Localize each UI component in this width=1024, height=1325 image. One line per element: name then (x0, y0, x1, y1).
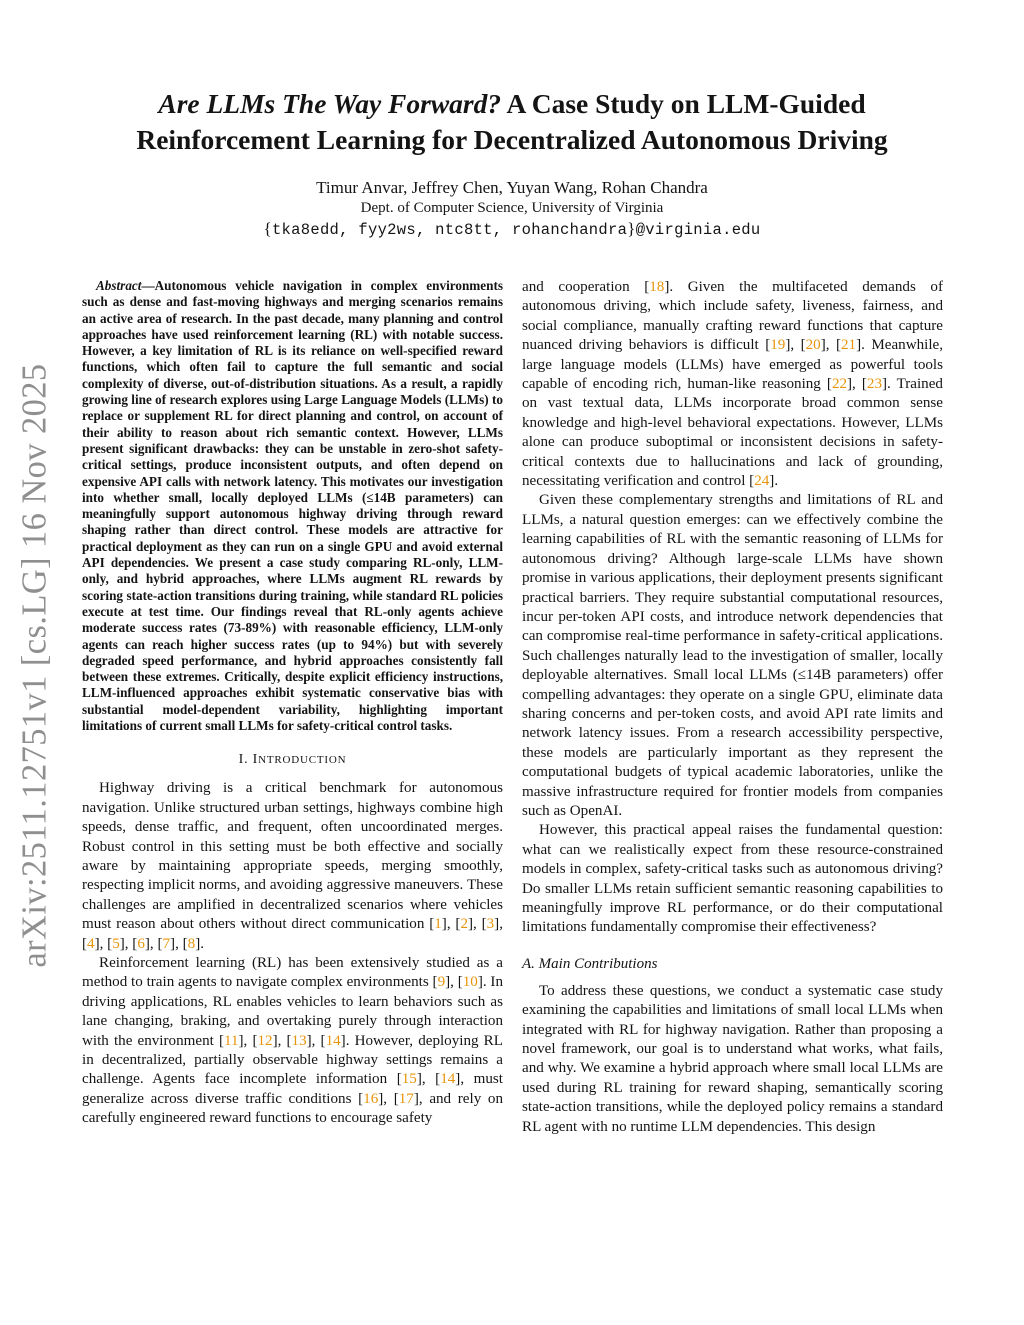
citation-link[interactable]: 7 (162, 935, 171, 952)
email-domain: @virginia.edu (635, 221, 761, 239)
abstract (82, 278, 503, 734)
author-emails (0, 219, 1024, 239)
citation-link[interactable]: 4 (87, 935, 95, 952)
intro-paragraph-4: Given these complementary strengths and limitations of RL and LLMs, a natural question emerges: can we effectively combine the learning capabilities of RL with the semantic reasoning of LLMs for autonomous driving? Although large-scale LLMs have shown promise in various applications, their deployment presents significant practical barriers. They require substantial computational resources, incur per-token API costs, and introduce network dependencies that can compromise real-time performance in safety-critical applications. Such challenges naturally lead to the investigation of smaller, locally deployable alternatives. Small local LLMs (≤14B parameters) offer compelling advantages: they operate on a single GPU, eliminate data sharing concerns and per-token costs, and avoid API rate limits and network latency issues. From a research accessibility perspective, these models are particularly important as they represent the computational budgets of typical academic laboratories, unlike the massive infrastructure required for frontier models from companies such as OpenAI. (522, 492, 943, 819)
citation-link[interactable]: 20 (805, 337, 821, 354)
left-column (82, 278, 503, 1129)
citation-link[interactable]: 8 (187, 935, 196, 952)
citation-link[interactable]: 16 (363, 1090, 379, 1107)
subsection-heading-main-contributions: A. Main Contributions (522, 955, 658, 972)
citation-link[interactable]: 11 (223, 1032, 239, 1049)
email-brace-open: { (263, 219, 272, 238)
citation-link[interactable]: 12 (257, 1032, 273, 1049)
citation-link[interactable]: 2 (460, 916, 468, 933)
citation-link[interactable]: 21 (840, 337, 857, 354)
affiliation: Dept. of Computer Science, University of Virginia (360, 200, 664, 216)
author-list: Timur Anvar, Jeffrey Chen, Yuyan Wang, Rohan Chandra (316, 178, 708, 197)
citation-link[interactable]: 18 (649, 279, 665, 295)
citation-link[interactable]: 22 (831, 376, 848, 393)
title-line-2: Reinforcement Learning for Decentralized Autonomous Driving (136, 124, 888, 155)
abstract-text: —Autonomous vehicle navigation in complex environments such as dense and fast-moving highways and merging scenarios remains an active area of research. In the past decade, many planning and control approaches have used reinforcement learning (RL) with notable success. However, a key limitation of RL is its reliance on well-specified reward functions, which often fail to capture the full semantic and social complexity of diverse, out-of-distribution situations. As a result, a rapidly growing line of research explores using Large Language Models (LLMs) to replace or supplement RL for direct planning and control, on account of their ability to reason about rich semantic context. However, LLMs present significant drawbacks: they can be unstable in zero-shot safety-critical settings, produce inconsistent outputs, and often depend on expensive API calls with network latency. This motivates our investigation into whether small, locally deployed LLMs (≤14B parameters) can meaningfully support autonomous highway driving through reward shaping rather than direct control. These models are attractive for practical deployment as they can run on a single GPU and avoid external API dependencies. We present a case study comparing RL-only, LLM-only, and hybrid approaches, where LLMs augment RL rewards by scoring state-action transitions during training, while standard RL policies execute at test time. Our findings reveal that RL-only agents achieve moderate success rates (73-89%) with reasonable efficiency, LLM-only agents can reach higher success rates (up to 94%) but with severely degraded speed performance, and hybrid approaches consistently fall between these extremes. Critically, despite explicit efficiency instructions, LLM-influenced approaches exhibit systematic conservative bias with substantial model-dependent variability, highlighting important limitations of current small LLMs for safety-critical control tasks. (82, 278, 503, 734)
title-line-1 (80, 86, 944, 122)
right-column (522, 278, 943, 1137)
title-line-1-rest: A Case Study on LLM-Guided (501, 88, 866, 119)
intro-paragraph-2: Reinforcement learning (RL) has been extensively studied as a method to train agents to navigate complex environments [9], [10]. In driving applications, RL enables vehicles to learn behaviors such as lane changing, braking, and overtaking purely through interaction with the environment [11], [12], [13], [14]. However, deploying RL in decentralized, partially observable highway settings remains a challenge. Agents face incomplete information [15], [14], must generalize across diverse traffic conditions [16], [17], and rely on carefully engineered reward functions to encourage safety (82, 954, 504, 1127)
section-heading-introduction: I. INTRODUCTION (238, 752, 347, 768)
citation-link[interactable]: 1 (434, 916, 442, 933)
title-italic-question: Are LLMs The Way Forward? (158, 88, 502, 119)
arxiv-identifier-sidebar (12, 362, 58, 968)
citation-link[interactable]: 14 (325, 1032, 341, 1049)
citation-link[interactable]: 6 (137, 935, 145, 952)
citation-link[interactable]: 5 (112, 935, 120, 952)
contributions-paragraph-1: To address these questions, we conduct a systematic case study examining the capabilities and limitations of small local LLMs when integrated with RL for highway navigation. Rather than proposing a novel framework, our goal is to understand what works, what fails, and why. We examine a hybrid approach where small local LLMs are used during RL training for reward shaping, semantically scoring state-action transitions, while the deployed policy remains a standard RL agent with no runtime LLM dependencies. This design (522, 982, 943, 1135)
citation-link[interactable]: 17 (398, 1090, 414, 1107)
citation-link[interactable]: 3 (486, 916, 495, 933)
paper-title (80, 86, 944, 158)
citation-link[interactable]: 24 (754, 473, 770, 490)
intro-paragraph-1: Highway driving is a critical benchmark for autonomous navigation. Unlike structured urban settings, highways combine high speeds, dense traffic, and frequent, often uncoordinated merges. Robust control in this setting must be both effective and socially aware by maintaining appropriate speeds, merging smoothly, respecting implicit norms, and avoiding aggressive maneuvers. These challenges are amplified in decentralized scenarios where vehicles must reason about others without direct communication [1], [2], [3], [4], [5], [6], [7], [8]. (82, 780, 503, 952)
citation-link[interactable]: 15 (401, 1071, 417, 1088)
citation-link[interactable]: 19 (770, 337, 786, 354)
intro-paragraph-5: However, this practical appeal raises the fundamental question: what can we realistically expect from these resource-constrained models in complex, safety-critical tasks such as autonomous driving? Do smaller LLMs retain sufficient semantic reasoning capabilities to meaningfully improve RL performance, or do their computational limitations fundamentally compromise their effectiveness? (522, 822, 943, 936)
abstract-label: Abstract (96, 278, 142, 293)
citation-link[interactable]: 9 (437, 974, 446, 991)
email-brace-close: } (627, 219, 636, 238)
email-users: tka8edd, fyy2ws, ntc8tt, rohanchandra (271, 221, 628, 239)
citation-link[interactable]: 13 (291, 1032, 307, 1049)
citation-link[interactable]: 10 (462, 974, 478, 991)
citation-link[interactable]: 14 (440, 1071, 456, 1088)
arxiv-id-text: arXiv:2511.12751v1 [cs.LG] 16 Nov 2025 (15, 362, 54, 968)
citation-link[interactable]: 23 (866, 376, 882, 393)
intro-paragraph-3: and cooperation [18]. Given the multifaceted demands of autonomous driving, which include safety, liveness, fairness, and social compliance, manually crafting reward functions that capture nuanced driving behaviors is difficult [19], [20], [21]. Meanwhile, large language models (LLMs) have emerged as powerful tools capable of encoding rich, human-like reasoning [22], [23]. Trained on vast textual data, LLMs incorporate broad common sense knowledge and high-level behavioral expectations. However, LLMs alone can produce suboptimal or inconsistent decisions in safety-critical contexts due to hallucinations and lack of grounding, necessitating verification and control [24]. (522, 279, 943, 490)
